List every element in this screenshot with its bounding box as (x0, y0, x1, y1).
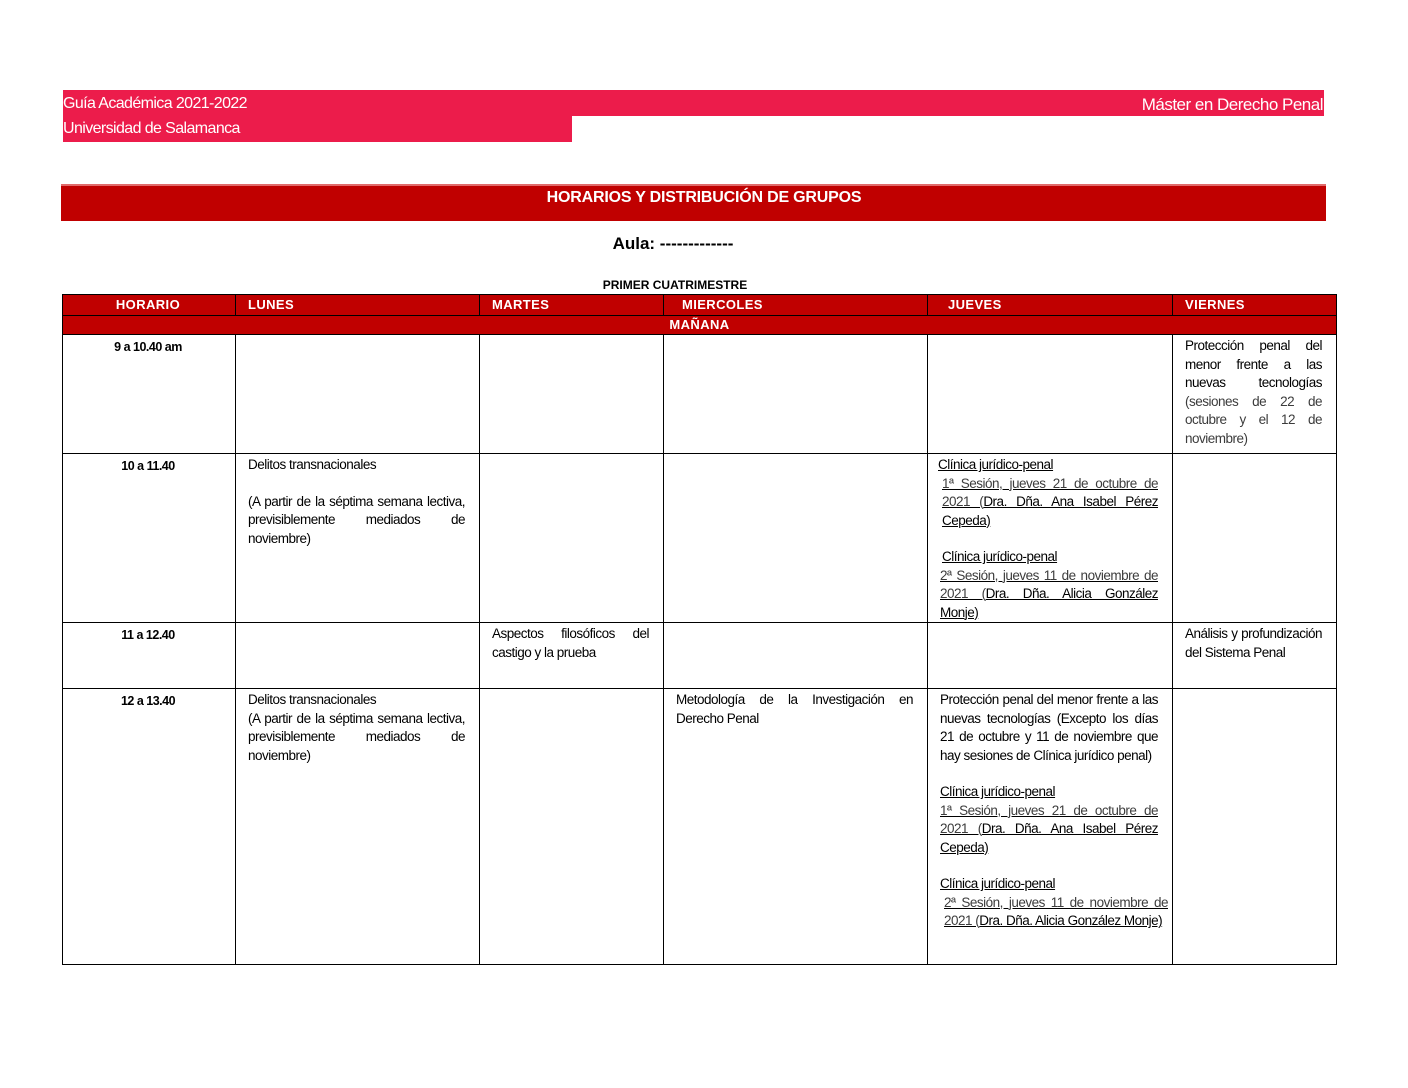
session-professor: Dra. Dña. Alicia González Monje) (979, 913, 1163, 928)
cell-jueves (928, 454, 1173, 623)
note-text: (A partir de la séptima semana lectiva, previsiblemente mediados de noviembre) (248, 493, 465, 546)
cell-lunes (236, 335, 480, 454)
table-header-row (63, 295, 1337, 316)
cell-viernes (1173, 623, 1337, 689)
subject-text: Protección penal del menor frente a las nuevas tecnologías (Excepto los días 21 de octubre y 11 de noviembre que hay sesiones de Clínica jurídico penal) (940, 692, 1158, 763)
program-name: Máster en Derecho Penal (1141, 95, 1323, 114)
schedule-table (62, 294, 1337, 965)
col-header-miercoles: MIERCOLES (664, 295, 928, 316)
period-row (63, 315, 1337, 335)
subject-text: Análisis y profundización del Sistema Penal (1185, 626, 1322, 660)
session-title: Clínica jurídico-penal (938, 457, 1054, 472)
subject-text: Aspectos filosóficos del castigo y la prueba (492, 626, 649, 660)
time-cell: 11 a 12.40 (63, 623, 236, 689)
session-professor: Dra. Dña. Alicia González Monje) (940, 586, 1159, 620)
cell-lunes (236, 689, 480, 965)
cell-viernes (1173, 454, 1337, 623)
aula-label: Aula: ------------- (612, 234, 734, 253)
session-date: 2ª Sesión, jueves 11 de noviembre de 2021 ( (940, 567, 1158, 601)
cell-miercoles (664, 689, 928, 965)
cell-jueves (928, 335, 1173, 454)
session-detail (938, 567, 1158, 623)
cell-miercoles (664, 454, 928, 623)
col-header-lunes: LUNES (236, 295, 480, 316)
table-row (63, 689, 1337, 965)
cell-viernes (1173, 335, 1337, 454)
note-text: (A partir de la séptima semana lectiva, previsiblemente mediados de noviembre) (248, 710, 465, 763)
col-header-horario: HORARIO (63, 295, 236, 316)
cell-jueves (928, 689, 1173, 965)
period-label: MAÑANA (63, 315, 1337, 335)
time-cell: 12 a 13.40 (63, 689, 236, 965)
section-title: HORARIOS Y DISTRIBUCIÓN DE GRUPOS (546, 189, 862, 206)
cell-miercoles (664, 623, 928, 689)
cell-viernes (1173, 689, 1337, 965)
time-cell: 10 a 11.40 (63, 454, 236, 623)
table-row (63, 335, 1337, 454)
header-bar (63, 90, 1324, 116)
session-detail (940, 894, 1168, 931)
session-detail (938, 475, 1158, 531)
session-date: 1ª Sesión, jueves 21 de octubre de 2021 ( (940, 802, 1158, 836)
session-professor: Dra. Dña. Ana Isabel Pérez Cepeda) (942, 494, 1159, 528)
session-detail (940, 802, 1158, 858)
session-title: Clínica jurídico-penal (940, 876, 1056, 891)
session-date: 1ª Sesión, jueves 21 de octubre de 2021 ( (942, 475, 1158, 509)
cell-martes (480, 454, 664, 623)
guide-title: Guía Académica 2021-2022 (63, 95, 247, 112)
cell-lunes (236, 454, 480, 623)
cell-martes (480, 623, 664, 689)
table-row (63, 623, 1337, 689)
col-header-martes: MARTES (480, 295, 664, 316)
cell-miercoles (664, 335, 928, 454)
time-cell: 9 a 10.40 am (63, 335, 236, 454)
table-row (63, 454, 1337, 623)
cell-martes (480, 689, 664, 965)
session-professor: Dra. Dña. Ana Isabel Pérez Cepeda) (940, 821, 1159, 855)
col-header-viernes: VIERNES (1173, 295, 1337, 316)
subject-text: Metodología de la Investigación en Derecho Penal (676, 692, 913, 726)
note-text: (sesiones de 22 de octubre y el 12 de noviembre) (1185, 393, 1322, 446)
subject-text: Protección penal del menor frente a las nuevas tecnologías (1185, 338, 1322, 390)
subject-text: Delitos transnacionales (248, 457, 377, 472)
session-date: 2ª Sesión, jueves 11 de noviembre de 2021 ( (944, 894, 1168, 928)
col-header-jueves: JUEVES (928, 295, 1173, 316)
term-label: PRIMER CUATRIMESTRE (602, 278, 748, 292)
cell-lunes (236, 623, 480, 689)
university-name: Universidad de Salamanca (63, 120, 240, 137)
cell-martes (480, 335, 664, 454)
session-title: Clínica jurídico-penal (942, 549, 1058, 564)
session-title: Clínica jurídico-penal (940, 784, 1056, 799)
subject-text: Delitos transnacionales (248, 692, 377, 707)
cell-jueves (928, 623, 1173, 689)
